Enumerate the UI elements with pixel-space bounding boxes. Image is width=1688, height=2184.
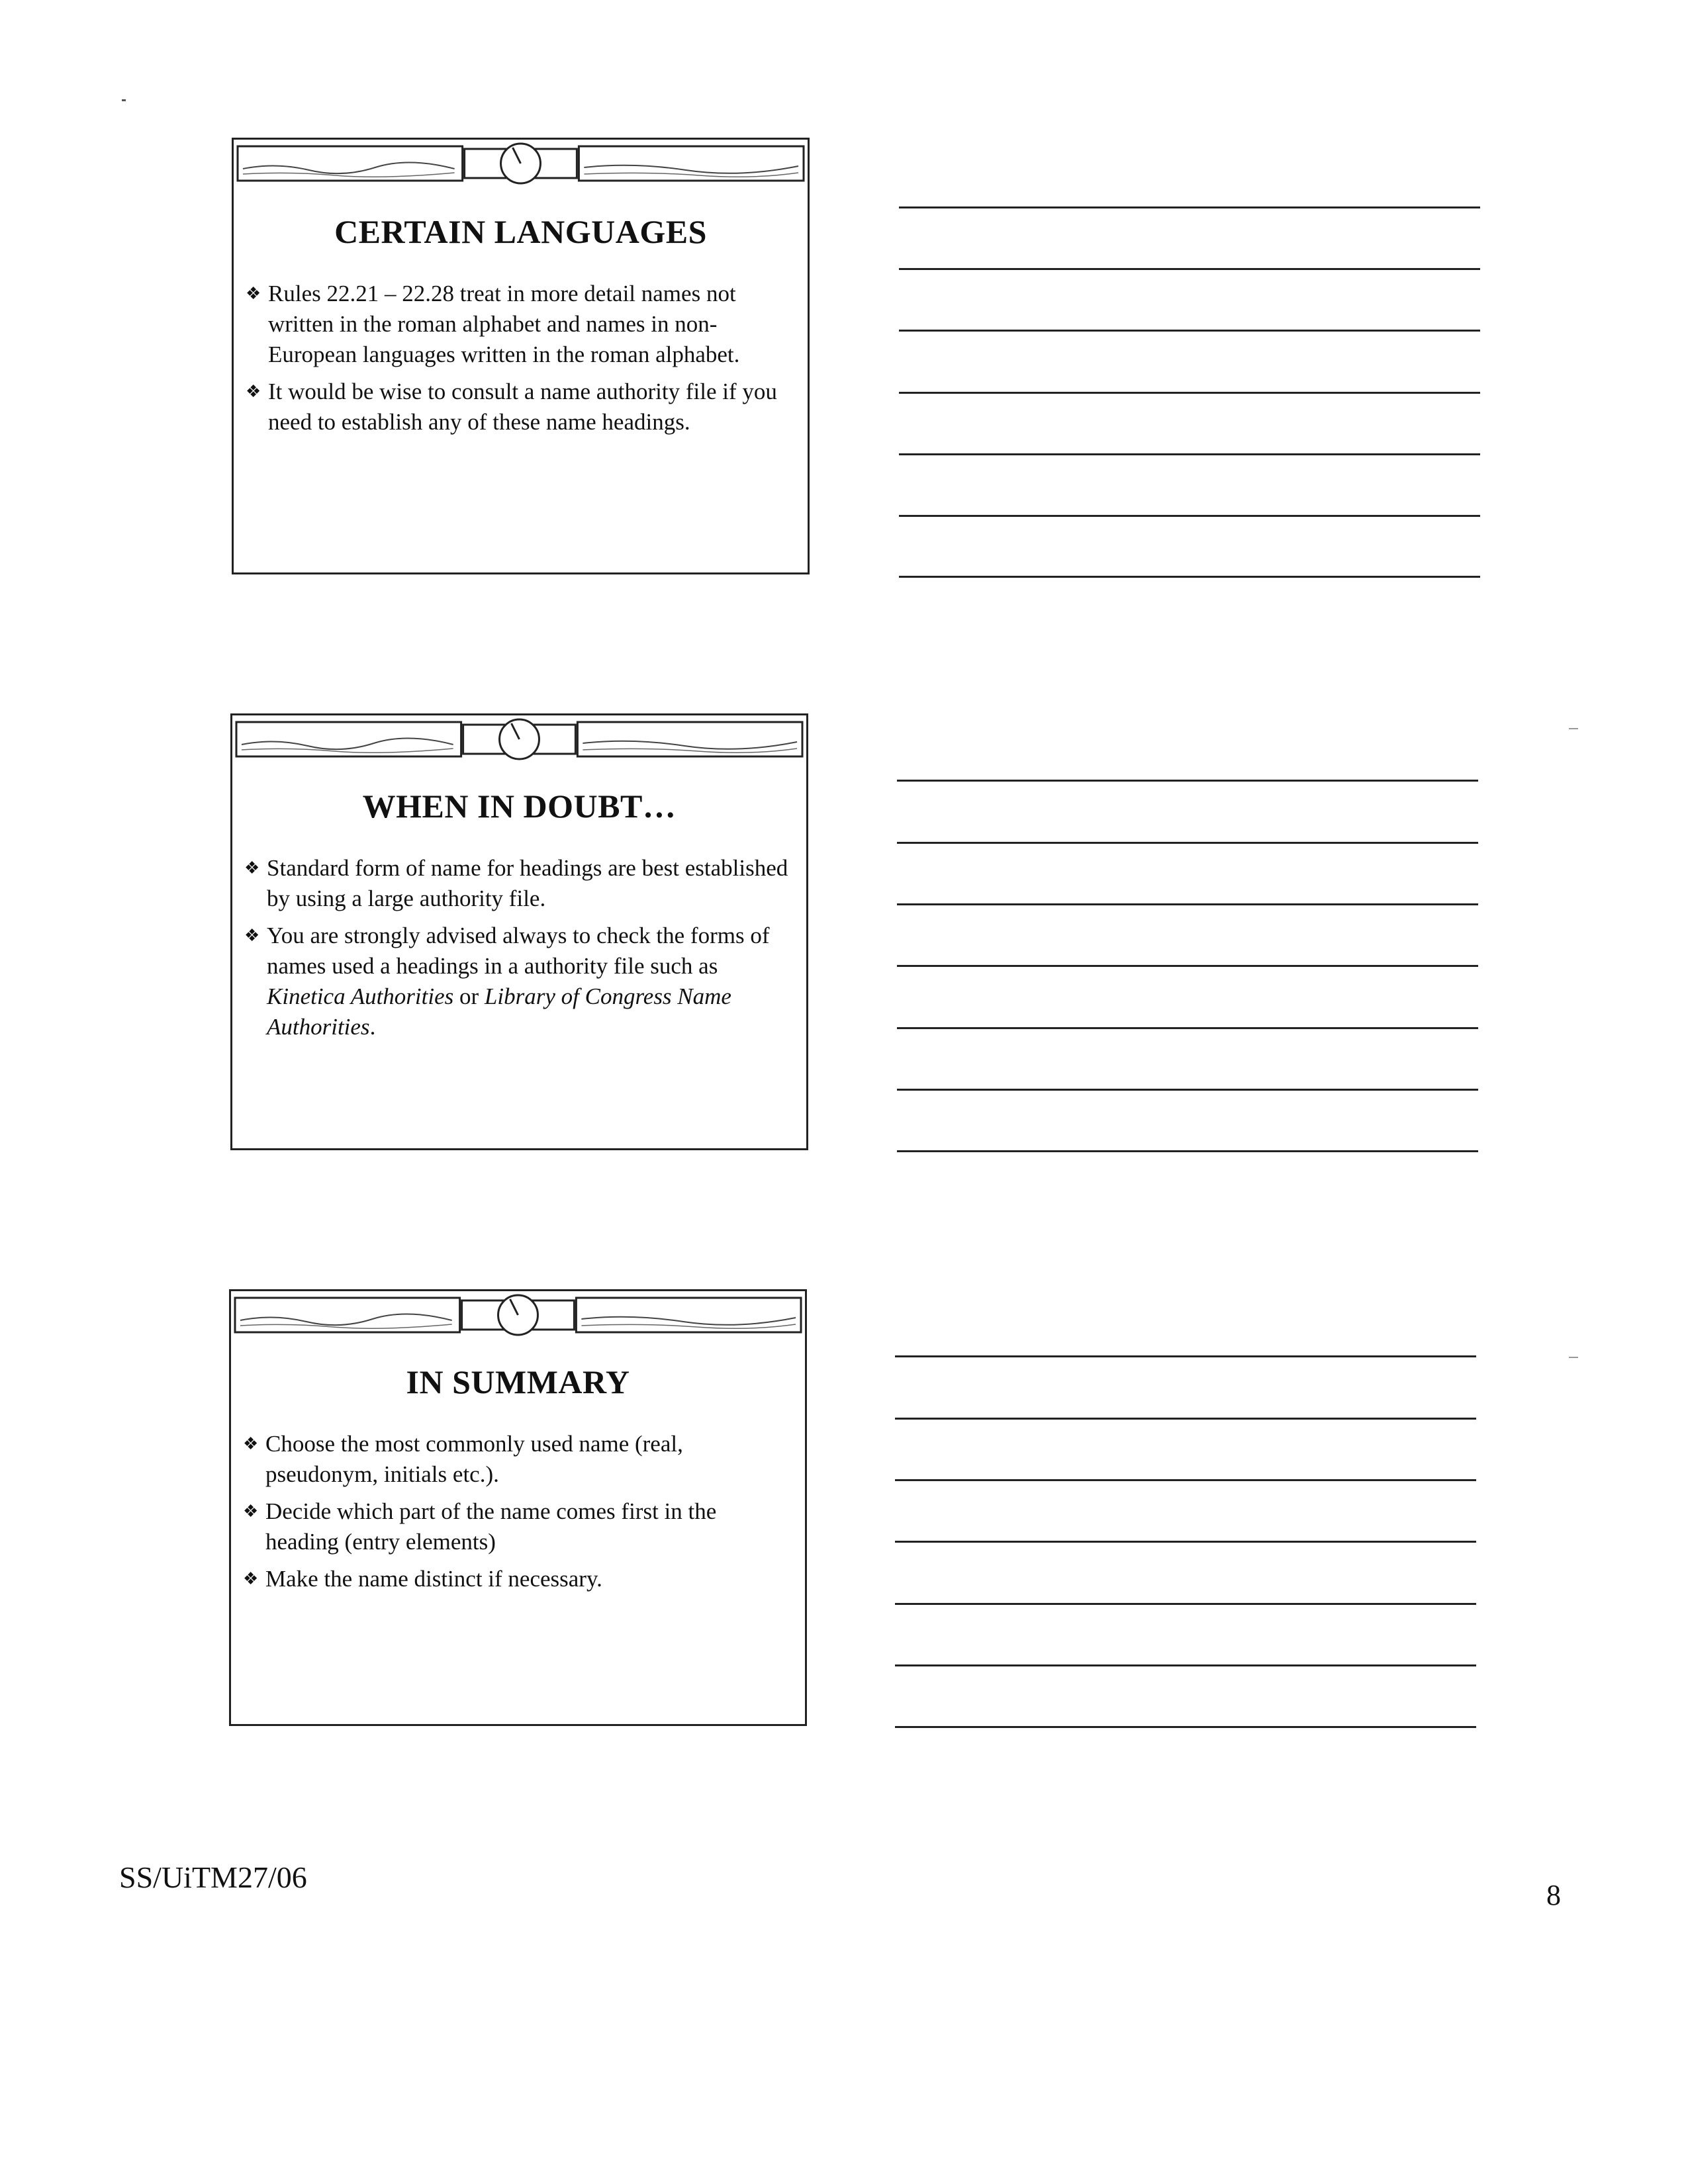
slide-when-in-doubt [230,713,808,1150]
note-line [897,842,1478,844]
note-line [895,1418,1476,1420]
note-line [895,1355,1476,1357]
list-item [244,921,790,1042]
note-line [897,1027,1478,1029]
list-item [246,279,792,370]
note-line [895,1726,1476,1728]
note-line [897,965,1478,967]
list-item [243,1564,789,1594]
bullet-text: You are strongly advised always to check the forms of names used a headings in a authority file such as Kinetica Authorities or Library of Congress Name Authorities. [267,923,770,1040]
slide-banner [235,718,804,760]
document-code: SS/UiTM27/06 [119,1860,307,1894]
slide-in-summary [229,1289,807,1726]
note-line [899,392,1480,394]
note-line [897,903,1478,905]
slide-title: WHEN IN DOUBT… [362,788,677,825]
diamond-bullet-icon: ❖ [246,284,261,303]
note-line [899,453,1480,455]
diamond-bullet-icon: ❖ [243,1434,259,1453]
kinetica-authorities-title: Kinetica Authorities [267,983,454,1009]
scan-speck [1569,728,1578,729]
slide-banner [236,142,805,185]
note-line [899,330,1480,332]
diamond-bullet-icon: ❖ [244,858,260,878]
list-item [243,1496,789,1557]
scan-speck [122,99,126,101]
scan-speck [1569,1357,1578,1358]
bullet-text: It would be wise to consult a name authority file if you need to establish any of these name headings. [268,379,777,435]
note-line [897,1089,1478,1091]
note-line [899,206,1480,208]
note-line [899,576,1480,578]
diamond-bullet-icon: ❖ [244,926,260,945]
slide-certain-languages [232,138,810,574]
list-item [244,853,790,914]
note-line [895,1664,1476,1666]
list-item [243,1429,789,1490]
bullet-list [244,853,790,1049]
diamond-bullet-icon: ❖ [243,1502,259,1521]
bullet-text: Standard form of name for headings are best established by using a large authority file. [267,855,788,911]
note-line [895,1479,1476,1481]
diamond-bullet-icon: ❖ [246,382,261,401]
bullet-text: Choose the most commonly used name (real, pseudonym, initials etc.). [265,1431,683,1487]
note-line [897,780,1478,782]
bullet-text: Decide which part of the name comes first in the heading (entry elements) [265,1498,717,1555]
bullet-list [246,279,792,444]
page-number: 8 [1546,1879,1561,1911]
slide-banner [234,1294,802,1336]
note-line [899,268,1480,270]
diamond-bullet-icon: ❖ [243,1569,259,1588]
bullet-list [243,1429,789,1601]
bullet-text: Rules 22.21 – 22.28 treat in more detail names not written in the roman alphabet and names in non-European languages written in the roman alphabet. [268,281,740,367]
note-line [895,1541,1476,1543]
note-line [897,1150,1478,1152]
note-line [895,1603,1476,1605]
slide-title: IN SUMMARY [406,1363,630,1400]
bullet-text: Make the name distinct if necessary. [265,1566,602,1592]
clock-banner-icon [235,718,804,760]
slide-title: CERTAIN LANGUAGES [334,213,707,250]
lc-name-authorities-title: Library of Congress Name Authorities [267,983,731,1040]
list-item [246,377,792,437]
note-line [899,515,1480,517]
clock-banner-icon [236,142,805,185]
clock-banner-icon [234,1294,802,1336]
